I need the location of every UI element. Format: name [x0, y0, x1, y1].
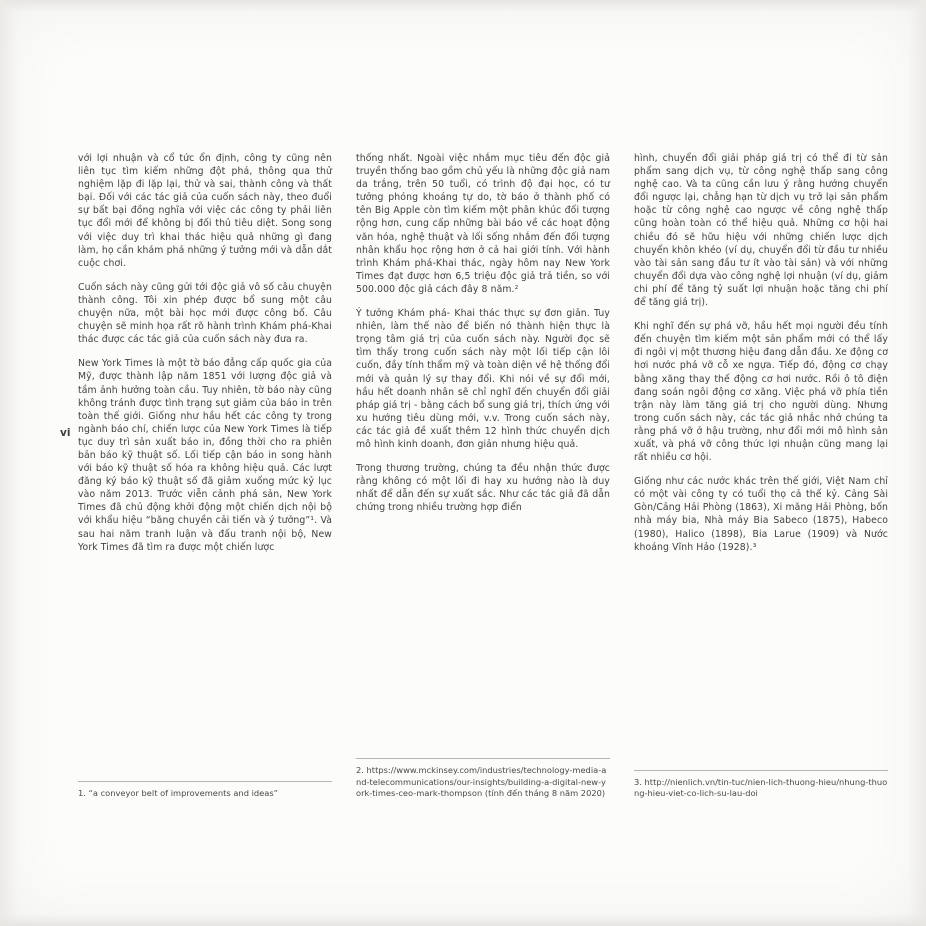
footnote-divider	[634, 770, 888, 771]
text-column-1	[78, 152, 332, 800]
footnote-text: 3. http://nienlich.vn/tin-tuc/nien-lich-thuong-hieu/nhung-thuong-hieu-viet-co-lich-su-lau-doi	[634, 776, 888, 799]
footnote-divider	[78, 781, 332, 782]
paragraph: Cuốn sách này cũng gửi tới độc giả vô số câu chuyện thành công. Tôi xin phép được bổ sung một câu chuyện nữa, một bài học mới được công bố. Câu chuyện sẽ minh họa rất rõ hành trình Khám phá-Khai thác được các tác giả của cuốn sách này đưa ra.	[78, 281, 332, 346]
footnote-block-3	[634, 766, 888, 800]
page-number: vi	[60, 427, 71, 439]
footnote-text: 2. https://www.mckinsey.com/industries/technology-media-and-telecommunications/our-insights/building-a-digital-new-york-times-ceo-mark-thompson (tính đến tháng 8 năm 2020)	[356, 765, 607, 799]
footnote-block-1	[78, 777, 332, 800]
paragraph: New York Times là một tờ báo đẳng cấp quốc gia của Mỹ, được thành lập năm 1851 với lượng độc giả và tầm ảnh hưởng toàn cầu. Tuy nhiên, tờ báo này cũng không tránh được tình trạng sụt giảm của báo in trên toàn thế giới. Giống như hầu hết các công ty trong ngành báo chí, chiến lược của New York Times là tiếp tục duy trì sản xuất báo in, đồng thời cho ra phiên bản báo kỹ thuật số. Lối tiếp cận báo in song hành với báo kỹ thuật số hóa ra không hiệu quả. Các lượt đăng ký báo kỹ thuật số đã giảm xuống mức kỷ lục vào năm 2013. Trước viễn cảnh phá sản, New York Times đã chủ động khởi động một chiến dịch nội bộ với khẩu hiệu “băng chuyền cải tiến và ý tưởng”¹. Và sau hai năm tranh luận và đấu tranh nội bộ, New York Times đã tìm ra được một chiến lược	[78, 358, 332, 553]
footnote-divider	[356, 758, 610, 759]
text-column-3	[634, 152, 888, 800]
text-column-2	[356, 152, 610, 800]
paragraph: Ý tưởng Khám phá- Khai thác thực sự đơn giản. Tuy nhiên, làm thế nào để biến nó thành hiện thực là trọng tâm giá trị của cuốn sách này. Người đọc sẽ tìm thấy trong cuốn sách này một lối tiếp cận lôi cuốn, đầy tính thẩm mỹ và toàn diện về hệ thống đổi mới và quản lý sự thay đổi. Khi nói về sự đổi mới, hầu hết doanh nhân sẽ chỉ nghĩ đến chuyển đổi giải pháp giá trị - bằng cách bổ sung giá trị, thích ứng với xu hướng tiêu dùng mới, v.v. Trong cuốn sách này, các tác giả đề xuất thêm 12 hình thức chuyển dịch mô hình kinh doanh, đơn giản nhưng hiệu quả.	[356, 308, 610, 450]
text-columns	[78, 152, 888, 800]
photo-right-edge-shading	[908, 0, 926, 926]
photo-left-edge-shading	[0, 0, 18, 926]
paragraph: Giống như các nước khác trên thế giới, Việt Nam chỉ có một vài công ty có tuổi thọ cả thế kỷ. Cảng Sài Gòn/Cảng Hải Phòng (1863), Xi măng Hải Phòng, bốn nhà máy bia, Nhà máy Bia Sabeco (1875), Habeco (1980), Halico (1898), Bia Larue (1909) và Nước khoáng Vĩnh Hảo (1928).³	[634, 476, 888, 553]
paragraph: thống nhất. Ngoài việc nhắm mục tiêu đến độc giả truyền thống bao gồm chủ yếu là những độc giả nam da trắng, trên 50 tuổi, có trình độ đại học, có tư tưởng phóng khoáng tự do, tờ báo ở thành phố có tên Big Apple còn tìm kiếm một phân khúc đối tượng rộng hơn, cung cấp những bài báo về các hoạt động văn hóa, nghệ thuật và lối sống nhắm đến đối tượng nhân khẩu học rộng hơn ở cả hai giới tính. Với hành trình Khám phá-Khai thác, ngày hôm nay New York Times đạt được hơn 6,5 triệu độc giả trả tiền, so với 500.000 độc giả cách đây 8 năm.²	[356, 153, 610, 295]
paragraph: Khi nghĩ đến sự phá vỡ, hầu hết mọi người đều tính đến chuyện tìm kiếm một sản phẩm mới có thể lấy đi ngôi vị một thương hiệu đang dẫn đầu. Xe động cơ hơi nước phá vỡ cỗ xe ngựa. Tiếp đó, động cơ chạy bằng xăng thay thế động cơ hơi nước. Rồi ô tô điện đang soán ngôi động cơ xăng. Việc phá vỡ phía tiền trận này làm tăng giá trị cho người dùng. Nhưng trong cuốn sách này, các tác giả nhắc nhở chúng ta rằng phá vỡ ở hậu trường, như đổi mới mô hình sản xuất, và phá vỡ công thức lợi nhuận cũng mang lại rất nhiều cơ hội.	[634, 321, 888, 464]
paragraph: Trong thương trường, chúng ta đều nhận thức được rằng không có một lối đi hay xu hướng nào là duy nhất để dẫn đến sự xuất sắc. Như các tác giả đã dẫn chứng trong nhiều trường hợp điển	[356, 463, 610, 514]
footnote-text: 1. “a conveyor belt of improvements and ideas”	[78, 788, 278, 799]
footnote-block-2	[356, 754, 610, 800]
paragraph: hình, chuyển đổi giải pháp giá trị có thể đi từ sản phẩm sang dịch vụ, từ công nghệ thấp sang công nghệ cao. Và ta cũng cần lưu ý rằng hướng chuyển đổi ngược lại, chẳng hạn từ dịch vụ trở lại sản phẩm hoặc từ công nghệ cao ngược về công nghệ thấp cũng hoàn toàn có thể hiệu quả. Những cơ hội hai chiều đó sẽ hữu hiệu với những chiến lược dịch chuyển khôn khéo (ví dụ, chuyển đổi từ đầu tư nhiều vào tài sản sang đầu tư ít vào tài sản) và với những chuyển đổi dựa vào công nghệ lợi nhuận (ví dụ, giảm chi phí để tăng tỷ suất lợi nhuận hoặc tăng chi phí để tăng giá trị).	[634, 153, 888, 309]
paragraph: với lợi nhuận và cổ tức ổn định, công ty cũng nên liên tục tìm kiếm những đột phá, thông qua thử nghiệm lặp đi lặp lại, thử và sai, thành công và thất bại. Đối với các tác giả của cuốn sách này, theo đuổi sự bất bại đồng nghĩa với việc các công ty phải liên tục đổi mới để không bị đối thủ tiêu diệt. Song song với việc duy trì khai thác hiệu quả những gì đang làm, họ cần khám phá những ý tưởng mới và dẫn dắt cuộc chơi.	[78, 153, 332, 269]
